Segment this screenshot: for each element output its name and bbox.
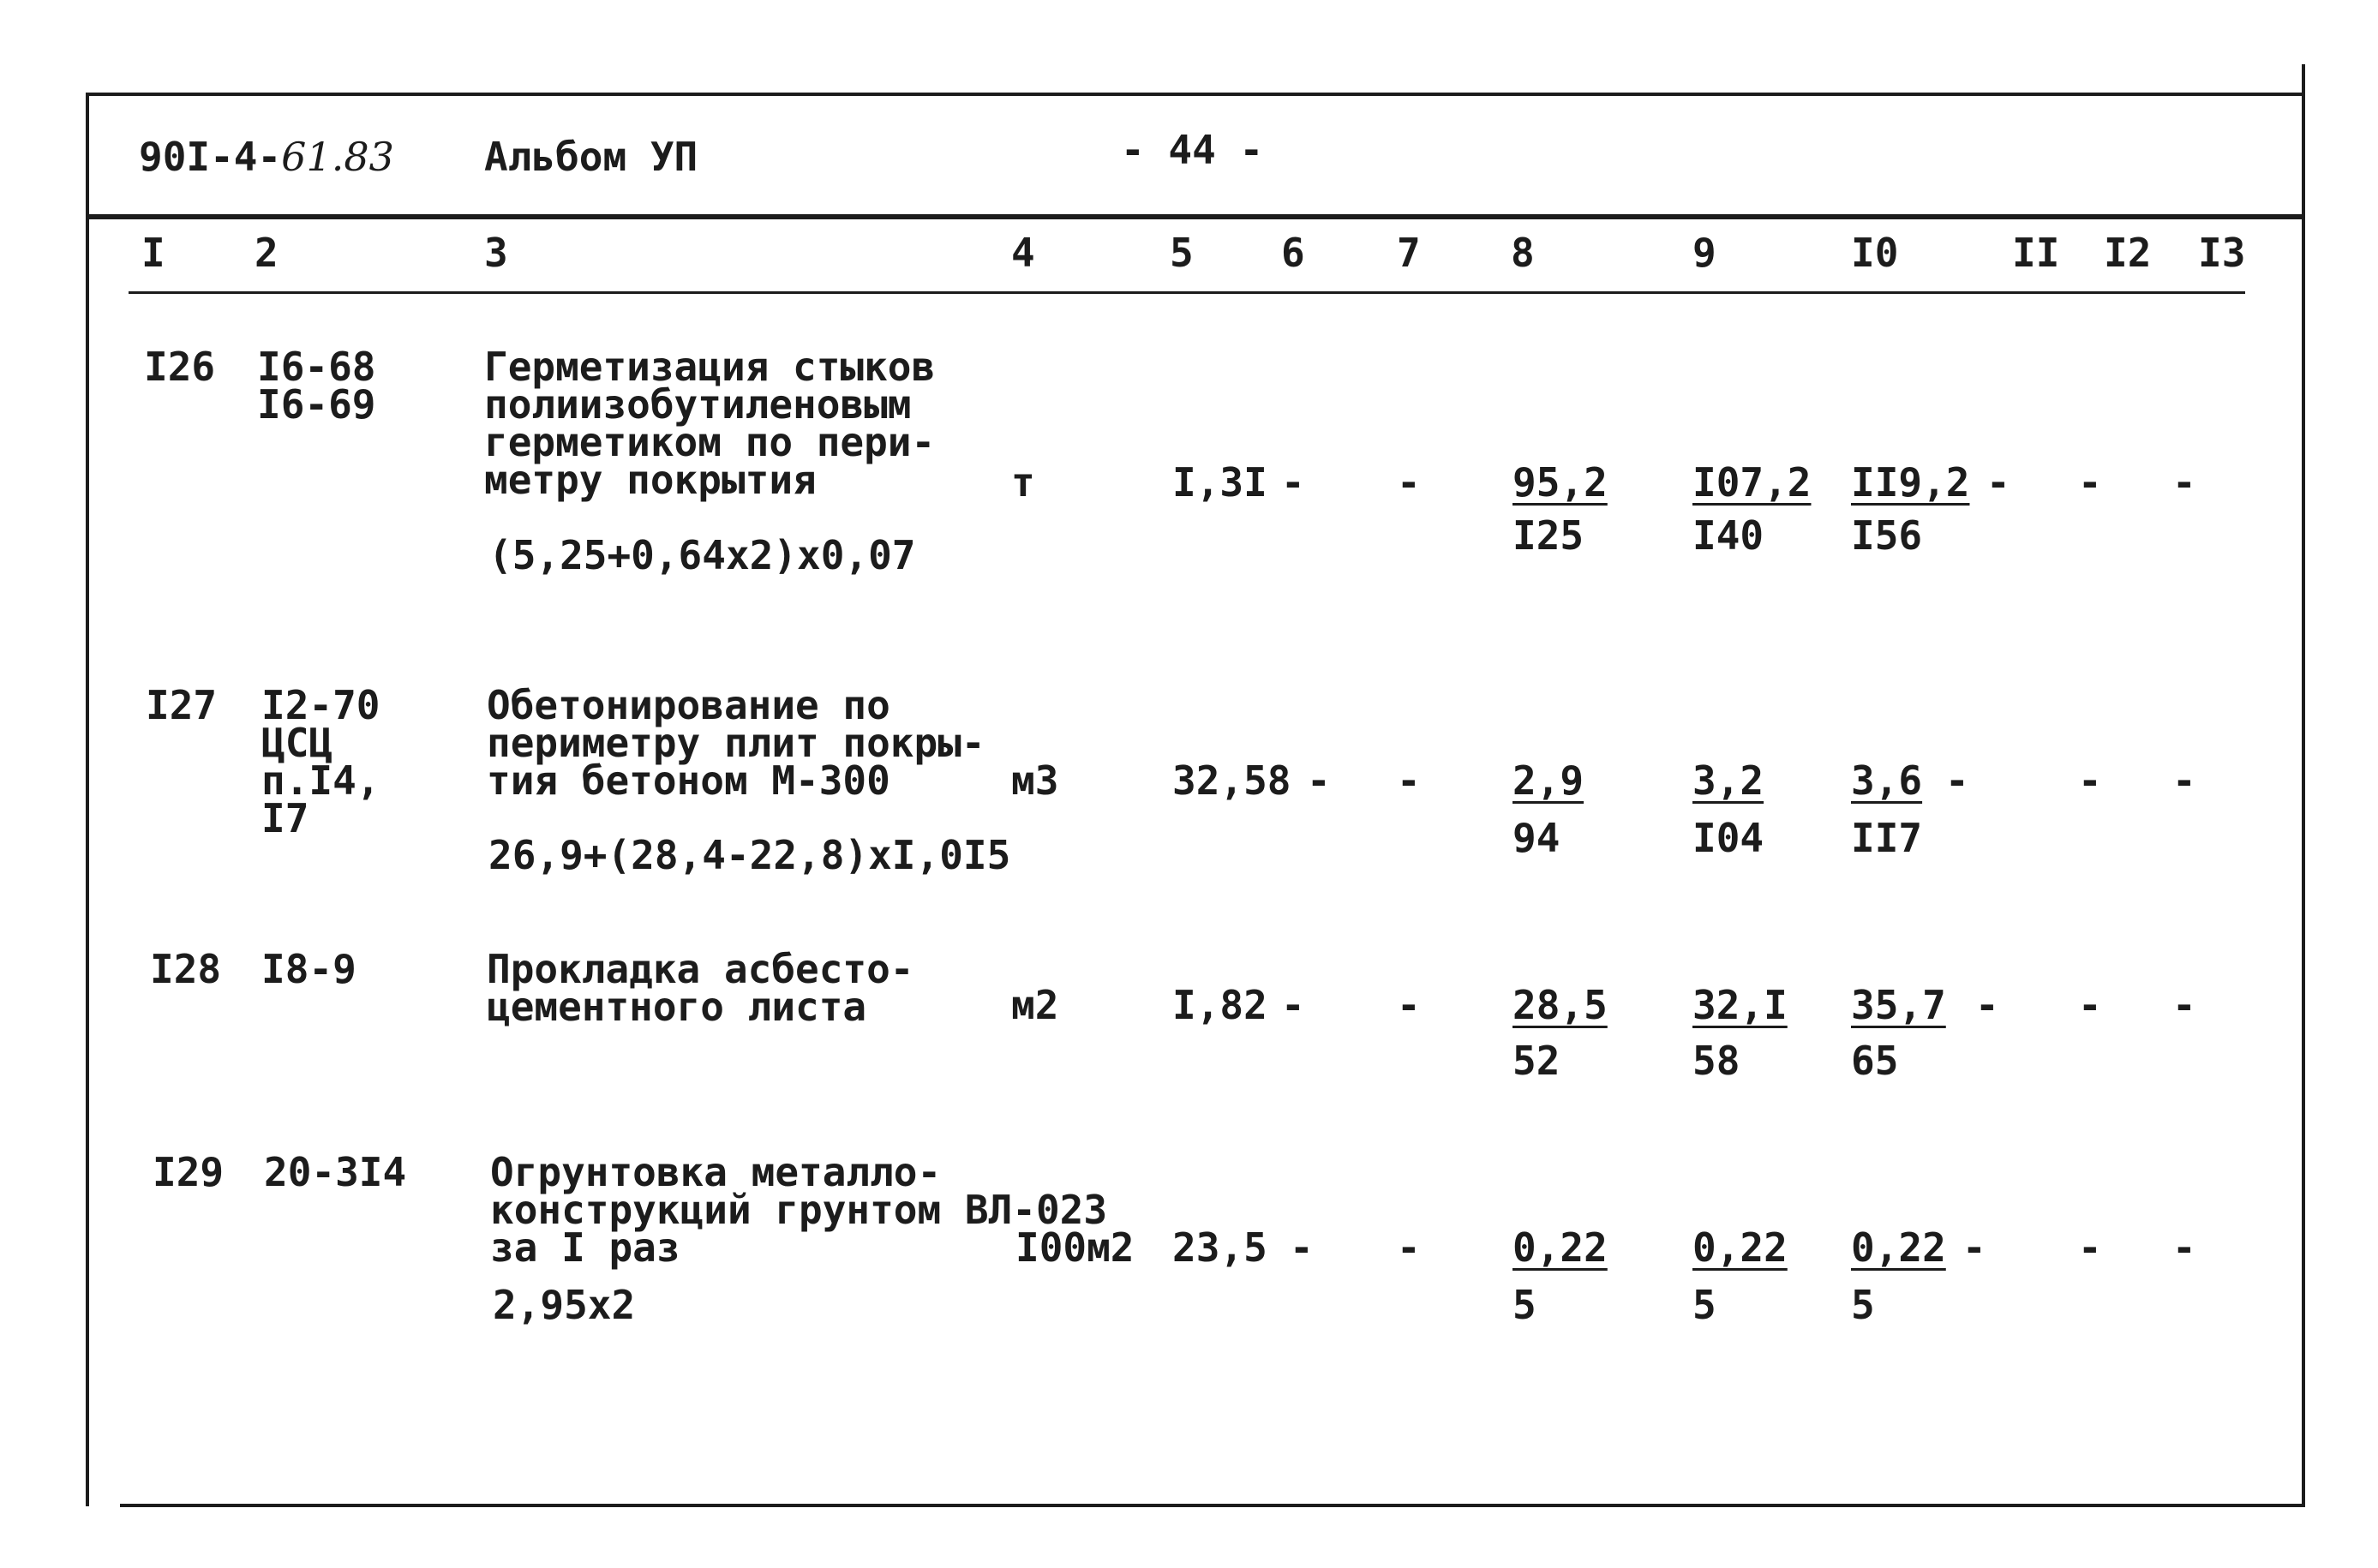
column-header: 8 [1511,230,1535,276]
norm-code: I7 [261,795,309,841]
cell-dash: - [2078,982,2102,1028]
price-fraction-top: 0,22 [1851,1224,1946,1271]
unit: м2 [1011,982,1059,1028]
work-description: тия бетоном М-300 [487,757,890,804]
quantity-formula: 26,9+(28,4-22,8)хI,0I5 [488,832,1011,878]
work-description: герметиком по пери- [484,419,936,465]
work-description: Огрунтовка металло- [490,1149,942,1195]
column-header: II [2012,230,2060,276]
frame-right-border [2302,64,2305,1504]
price-fraction-top: 35,7 [1851,982,1946,1028]
price-fraction-top: 95,2 [1512,459,1608,506]
price-fraction-top: 3,2 [1692,757,1764,804]
row-number: I26 [144,344,216,390]
work-description: метру покрытия [484,457,817,503]
document-code-handwritten: 61.83 [281,134,394,180]
cell-dash: - [2078,459,2102,506]
cell-dash: - [2172,982,2196,1028]
cell-dash: - [1397,982,1421,1028]
quantity: 32,58 [1172,757,1291,804]
work-description: цементного листа [487,984,867,1030]
price-fraction-bottom: 5 [1692,1282,1716,1328]
norm-code: I2-70 [261,682,380,728]
work-description: Прокладка асбесто- [487,946,914,992]
column-header: 5 [1170,230,1194,276]
price-fraction-top: 28,5 [1512,982,1608,1028]
column-header: 2 [255,230,279,276]
price-fraction-bottom: 65 [1851,1038,1899,1084]
price-fraction-bottom: 94 [1512,815,1560,861]
norm-code: ЦСЦ [261,720,333,766]
column-header: I3 [2198,230,2246,276]
cell-dash: - [1397,757,1421,804]
column-header: 9 [1692,230,1716,276]
column-header: 3 [484,230,508,276]
row-number: I29 [153,1149,225,1195]
cell-dash: - [1290,1224,1314,1271]
frame-left-border [86,93,89,1506]
document-code-printed: 90I-4- [139,134,282,180]
price-fraction-bottom: 52 [1512,1038,1560,1084]
work-description: периметру плит покры- [487,720,985,766]
cell-dash: - [1397,1224,1421,1271]
cell-dash: - [1281,982,1305,1028]
norm-code: I6-68 [257,344,376,390]
page-number: - 44 - [1121,127,1264,173]
cell-dash: - [1945,757,1969,804]
work-description: полиизобутиленовым [484,381,912,428]
cell-dash: - [2172,1224,2196,1271]
work-description: конструкций грунтом ВЛ-023 [490,1187,1108,1233]
quantity-formula: (5,25+0,64х2)х0,07 [488,532,916,578]
cell-dash: - [1307,757,1331,804]
norm-code: I8-9 [261,946,356,992]
price-fraction-bottom: 5 [1851,1282,1875,1328]
cell-dash: - [2172,459,2196,506]
price-fraction-bottom: 58 [1692,1038,1740,1084]
frame-top-border [86,93,2305,96]
norm-code: 20-3I4 [264,1149,407,1195]
column-header: I0 [1851,230,1899,276]
cell-dash: - [1986,459,2010,506]
album-title: Альбом УП [484,134,698,180]
quantity: 23,5 [1172,1224,1267,1271]
cell-dash: - [1281,459,1305,506]
quantity: I,82 [1172,982,1267,1028]
column-header: 6 [1281,230,1305,276]
unit: I00м2 [1015,1224,1135,1271]
column-header: 7 [1397,230,1421,276]
column-header: 4 [1011,230,1035,276]
row-number: I28 [150,946,222,992]
cell-dash: - [1397,459,1421,506]
norm-code: п.I4, [261,757,380,804]
price-fraction-top: 32,I [1692,982,1788,1028]
price-fraction-bottom: II7 [1851,815,1923,861]
price-fraction-bottom: I25 [1512,512,1584,559]
unit: м3 [1011,757,1059,804]
column-header: I2 [2104,230,2152,276]
work-description: Герметизация стыков [484,344,936,390]
unit: т [1011,459,1035,506]
work-description: Обетонирование по [487,682,890,728]
norm-code: I6-69 [257,381,376,428]
cell-dash: - [2078,757,2102,804]
cell-dash: - [1962,1224,1986,1271]
cell-dash: - [1975,982,1999,1028]
cell-dash: - [2078,1224,2102,1271]
price-fraction-bottom: I40 [1692,512,1764,559]
price-fraction-top: 0,22 [1692,1224,1788,1271]
row-number: I27 [146,682,218,728]
header-divider [86,214,2305,219]
price-fraction-bottom: I56 [1851,512,1923,559]
quantity: I,3I [1172,459,1267,506]
quantity-formula: 2,95х2 [493,1282,636,1328]
document-code [139,134,394,180]
price-fraction-top: 0,22 [1512,1224,1608,1271]
column-header: I [141,230,165,276]
frame-bottom-border [120,1504,2305,1507]
price-fraction-top: 2,9 [1512,757,1584,804]
price-fraction-top: I07,2 [1692,459,1812,506]
work-description: за I раз [490,1224,680,1271]
price-fraction-bottom: I04 [1692,815,1764,861]
cell-dash: - [2172,757,2196,804]
price-fraction-bottom: 5 [1512,1282,1536,1328]
price-fraction-top: 3,6 [1851,757,1923,804]
price-fraction-top: II9,2 [1851,459,1970,506]
column-header-divider [129,291,2245,294]
